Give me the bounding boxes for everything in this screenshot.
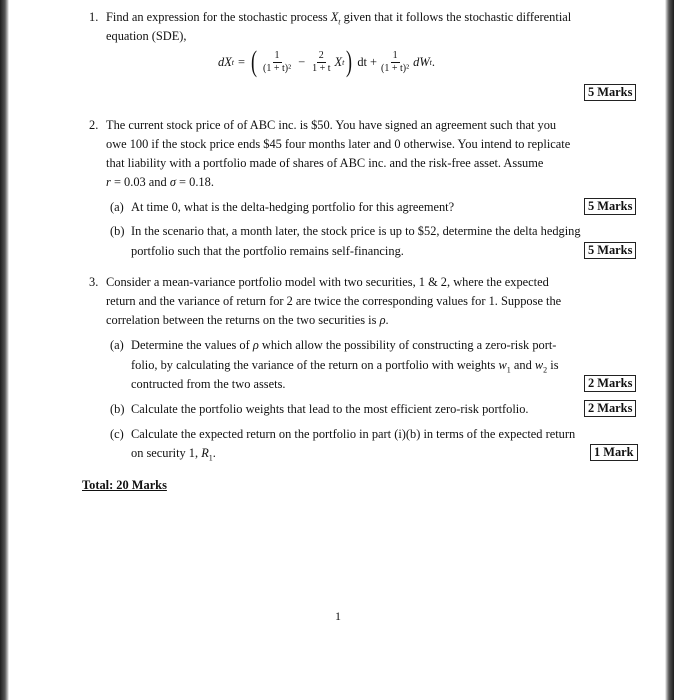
q3b-marks-badge: 2 Marks (584, 400, 636, 417)
q1-number: 1. (89, 10, 99, 24)
q3a-line1: Determine the values of ρ which allow the possibility of constructing a zero-risk port- (131, 338, 557, 352)
page-number: 1 (335, 609, 341, 623)
q2-line3: that liability with a portfolio made of shares of ABC inc. and the risk-free asset. Assume (106, 156, 544, 170)
fraction-3: $\frac{1}{\text{(1 + t)²}}$ (381, 49, 410, 74)
q2b-line1: In the scenario that, a month later, the stock price is up to $52, determine the delta hedging (131, 224, 581, 238)
q3a-line3: contructed from the two assets. (131, 377, 286, 391)
q2b-marks-badge: 5 Marks (584, 242, 636, 259)
q3a-label: (a) (110, 338, 124, 352)
q3-line2: return and the variance of return for 2 are twice the corresponding values for 1. Suppose the (106, 294, 562, 308)
total-marks: Total: 20 Marks (82, 478, 167, 492)
q3c-line1: Calculate the expected return on the portfolio in part (i)(b) in terms of the expected return (131, 427, 576, 441)
q2-line1: The current stock price of of ABC inc. is $50. You have signed an agreement such that you (106, 118, 557, 132)
q1-sde-equation: dX t = ( $\frac{1}{\text{(1 + t)²}}$ − $\frac{2}{1 + t}$ X t ) dt + $\frac{1}{\text{(1 + t)²}}$ dW t . (218, 45, 435, 78)
q2a-text: At time 0, what is the delta-hedging portfolio for this agreement? (131, 200, 455, 214)
q3c-label: (c) (110, 427, 124, 441)
q3c-line2: on security 1, $R_1$. (131, 446, 216, 463)
q2b-line2: portfolio such that the portfolio remains self-financing. (131, 244, 404, 258)
q3-line1: Consider a mean-variance portfolio model with two securities, 1 & 2, where the expected (106, 275, 549, 289)
q3-line3: correlation between the returns on the two securities is ρ. (106, 313, 389, 327)
q1-line1: Find an expression for the stochastic process $X_t$ given that it follows the stochastic differential (106, 10, 572, 27)
q2-number: 2. (89, 118, 99, 132)
q3b-text: Calculate the portfolio weights that lead to the most efficient zero-risk portfolio. (131, 402, 529, 416)
q2-line2: owe 100 if the stock price ends $45 four months later and 0 otherwise. You intend to replicate (106, 137, 571, 151)
q1-marks-badge: 5 Marks (584, 84, 636, 101)
q3-number: 3. (89, 275, 99, 289)
q3a-line2: folio, by calculating the variance of the return on a portfolio with weights $w_1$ and $w_2$ is (131, 358, 559, 375)
fraction-2: $\frac{2}{1 + t}$ (312, 49, 331, 74)
fraction-1: $\frac{1}{\text{(1 + t)²}}$ (263, 49, 292, 74)
q2-line4: r = 0.03 and σ = 0.18. (106, 175, 214, 189)
q1-line2: equation (SDE), (106, 29, 187, 43)
q3b-label: (b) (110, 402, 125, 416)
q2a-label: (a) (110, 200, 124, 214)
q3a-marks-badge: 2 Marks (584, 375, 636, 392)
q3c-marks-badge: 1 Mark (590, 444, 638, 461)
q2b-label: (b) (110, 224, 125, 238)
q2a-marks-badge: 5 Marks (584, 198, 636, 215)
